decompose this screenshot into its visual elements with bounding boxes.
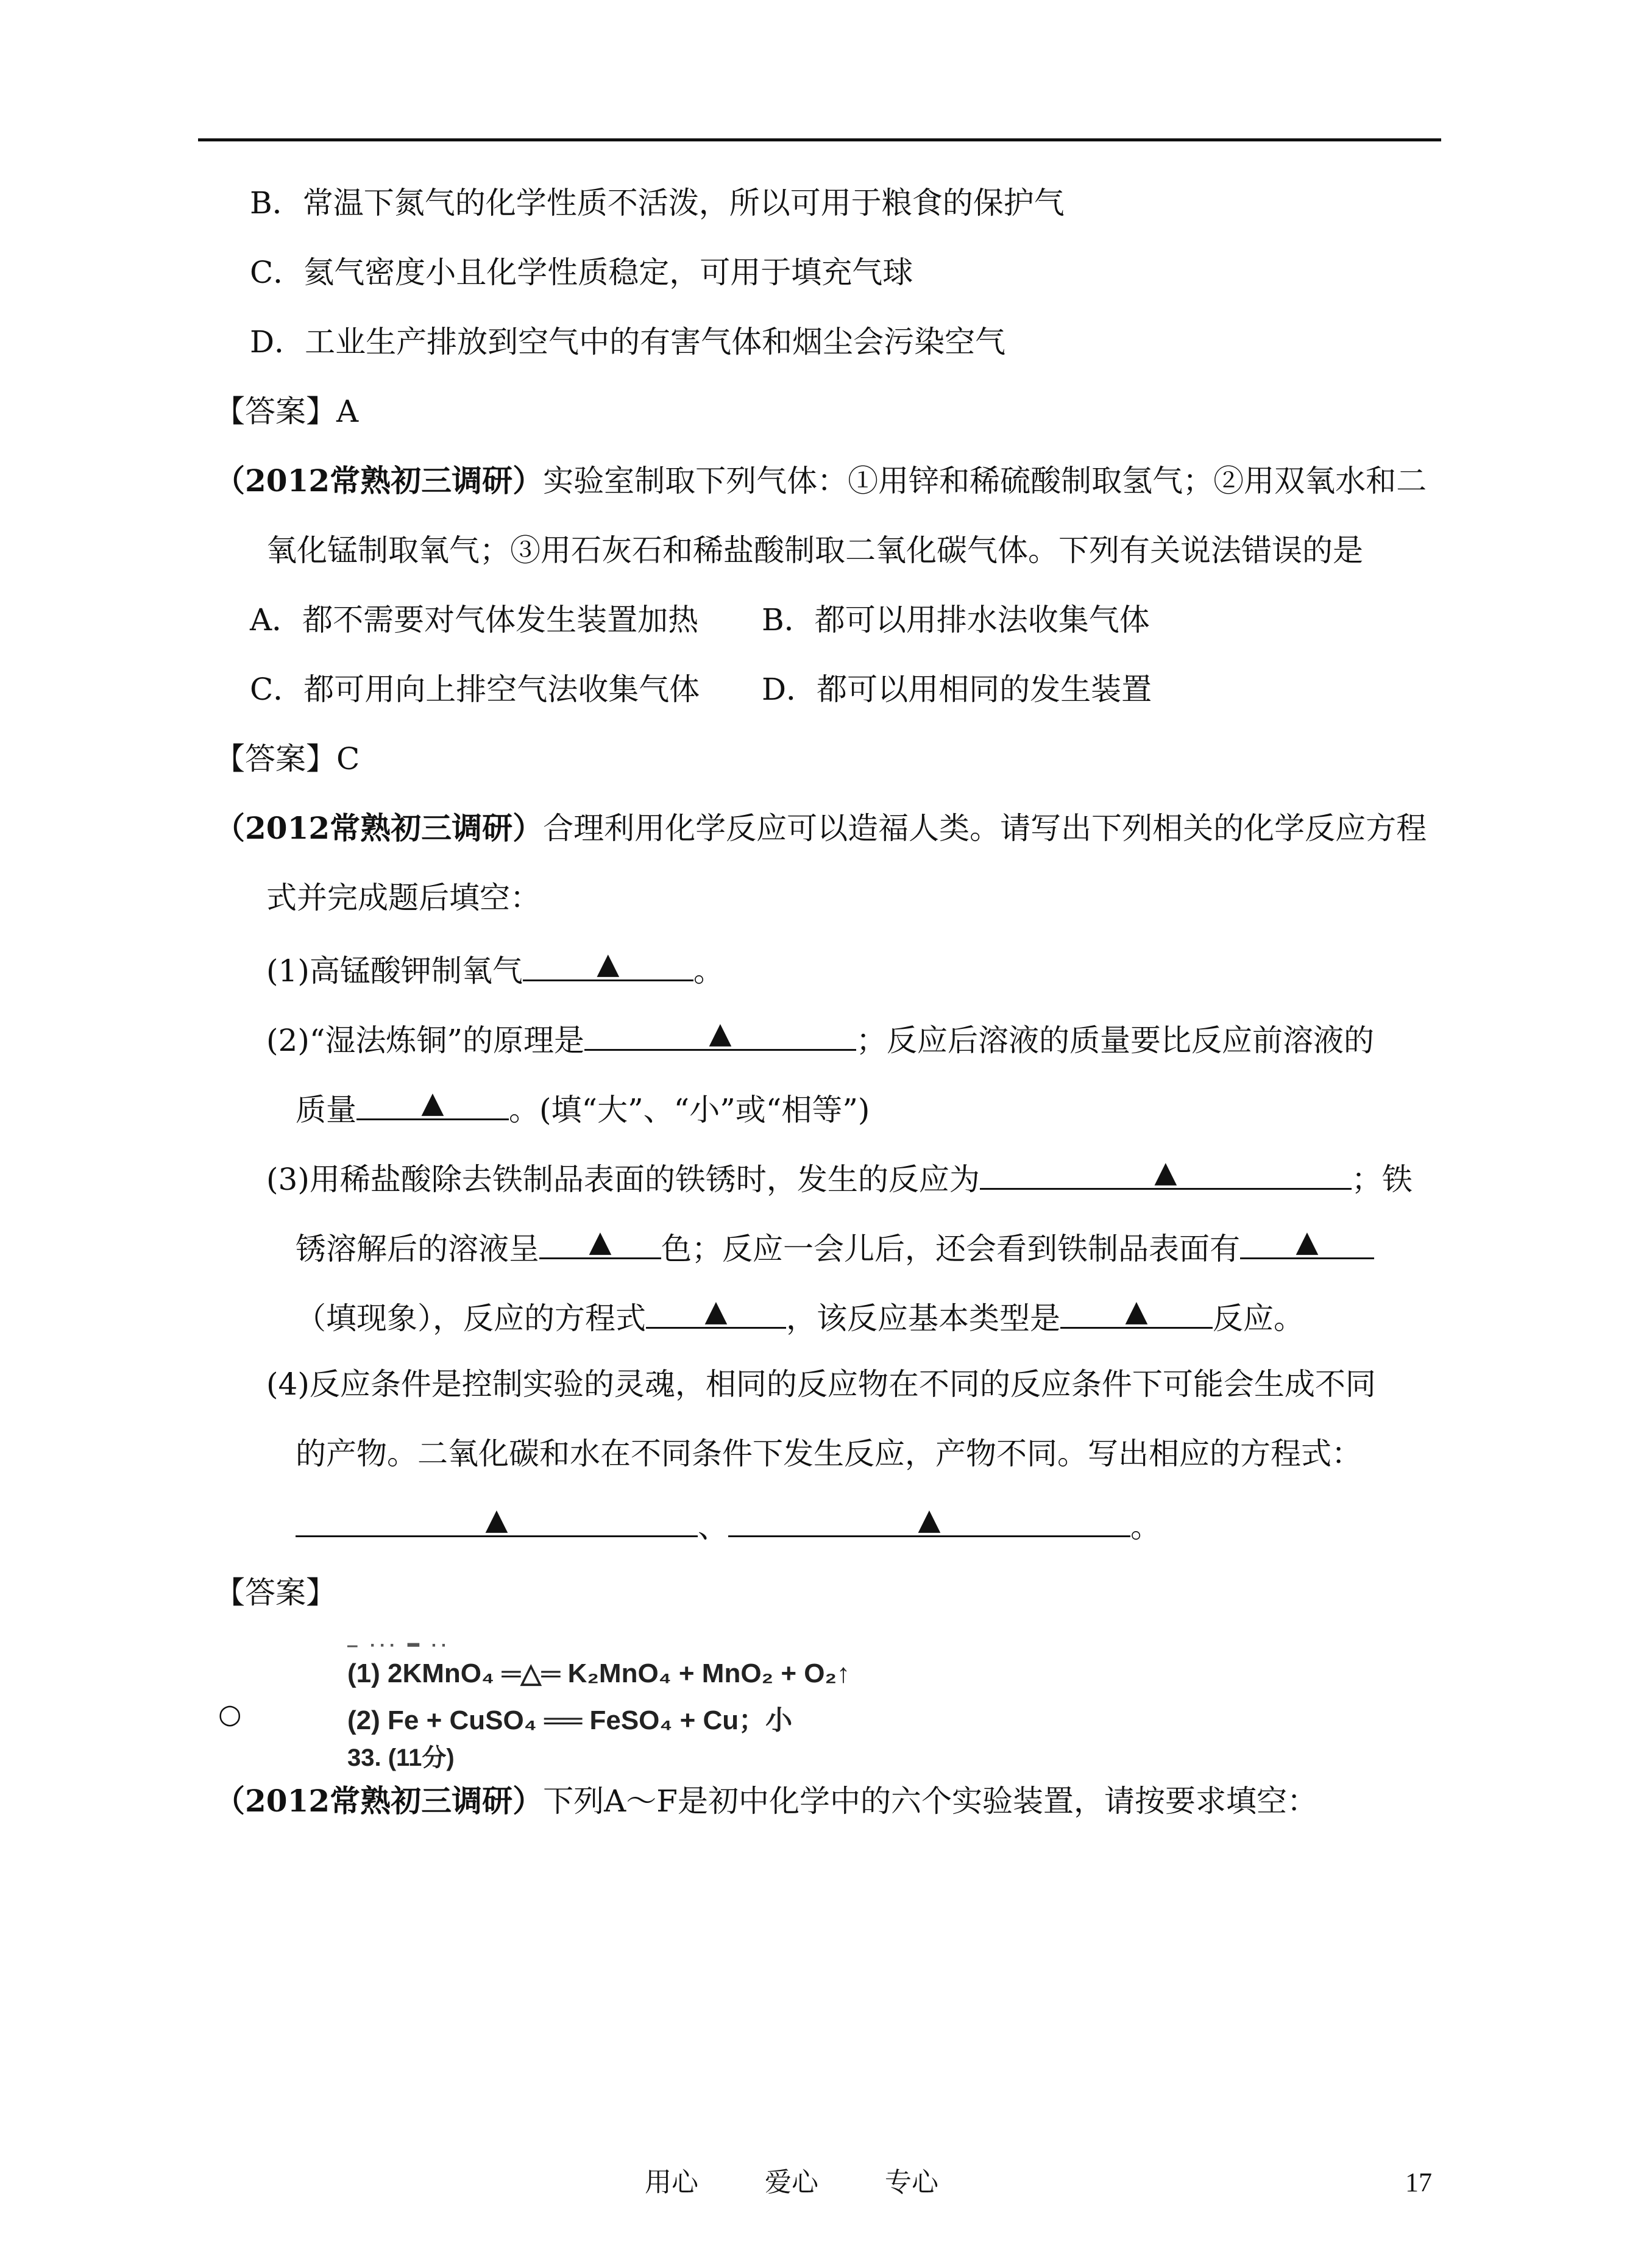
part-3-line-2 <box>296 1227 1374 1267</box>
blank-triangle-icon: ▲ <box>1154 1155 1177 1189</box>
answer-blank[interactable] <box>539 1227 661 1259</box>
part-3-text-f: ，该反应基本类型是 <box>786 1301 1060 1336</box>
option-b: B．常温下氮气的化学性质不活泼，所以可用于粮食的保护气 <box>250 185 1065 221</box>
part-4-separator: 、 <box>698 1509 728 1545</box>
part-2-text-d: 。(填“大”、“小”或“相等”) <box>509 1092 870 1128</box>
part-1-text: (1)高锰酸钾制氧气 <box>266 953 523 989</box>
blank-triangle-icon: ▲ <box>589 1225 612 1259</box>
part-2-text: (2)“湿法炼铜”的原理是 <box>266 1023 584 1058</box>
answer-2: 【答案】C <box>214 741 360 777</box>
blank-triangle-icon: ▲ <box>597 947 620 981</box>
part-3-text-d: 色；反应一会儿后，还会看到铁制品表面有 <box>661 1231 1240 1267</box>
question-2-option-a: A．都不需要对气体发生装置加热 <box>250 602 699 638</box>
answer-blank[interactable] <box>1240 1227 1374 1259</box>
question-2-line-1 <box>214 463 1427 499</box>
part-1-end: 。 <box>693 953 724 989</box>
footer-item-2: 爱心 <box>765 2167 818 2198</box>
question-3-line-1 <box>214 810 1427 847</box>
question-2-source: （2012常熟初三调研） <box>214 463 544 499</box>
answer-equation-image <box>347 1635 851 1771</box>
blank-triangle-icon: ▲ <box>918 1502 941 1537</box>
part-4-line-2: 的产物。二氧化碳和水在不同条件下发生反应，产物不同。写出相应的方程式： <box>296 1436 1362 1471</box>
page-number: 17 <box>1405 2167 1432 2197</box>
answer-circle: ○ <box>218 1699 242 1730</box>
header-rule <box>198 138 1441 141</box>
option-d: D．工业生产排放到空气中的有害气体和烟尘会污染空气 <box>250 324 1006 360</box>
part-2-text-b: ；反应后溶液的质量要比反应前溶液的 <box>856 1023 1374 1058</box>
blank-triangle-icon: ▲ <box>421 1086 444 1120</box>
answer-3-label: 【答案】 <box>214 1575 336 1610</box>
equation-3-cut: 33. (11分) <box>347 1744 455 1771</box>
blank-triangle-icon: ▲ <box>1296 1225 1319 1259</box>
footer-item-1: 用心 <box>645 2167 698 2198</box>
part-3-line-3 <box>296 1296 1304 1337</box>
equation-1: (1) 2KMnO₄ ═△═ K₂MnO₄ + MnO₂ + O₂↑ <box>347 1658 851 1688</box>
question-3-stem-1: 合理利用化学反应可以造福人类。请写出下列相关的化学反应方程 <box>543 811 1427 846</box>
blank-triangle-icon: ▲ <box>704 1294 728 1328</box>
answer-blank[interactable] <box>980 1157 1352 1190</box>
question-4-stem: 下列A～F是初中化学中的六个实验装置，请按要求填空： <box>543 1783 1317 1819</box>
answer-blank[interactable] <box>356 1088 509 1120</box>
part-3-text: (3)用稀盐酸除去铁制品表面的铁锈时，发生的反应为 <box>266 1162 980 1197</box>
part-4-line-1: (4)反应条件是控制实验的灵魂，相同的反应物在不同的反应条件下可能会生成不同 <box>266 1367 1376 1402</box>
equation-2: (2) Fe + CuSO₄ ══ FeSO₄ + Cu；小 <box>347 1705 793 1735</box>
part-1 <box>266 949 724 989</box>
part-2-line-1 <box>266 1018 1374 1059</box>
part-4-end: 。 <box>1130 1509 1161 1545</box>
answer-blank[interactable] <box>728 1502 1130 1537</box>
blank-triangle-icon: ▲ <box>1125 1294 1148 1328</box>
question-4-line-1 <box>214 1783 1317 1819</box>
part-3-text-b: ；铁 <box>1351 1162 1413 1197</box>
option-c: C．氦气密度小且化学性质稳定，可用于填充气球 <box>250 255 913 290</box>
answer-blank[interactable] <box>584 1018 856 1051</box>
answer-blank[interactable] <box>296 1502 698 1537</box>
question-2-option-c: C．都可用向上排空气法收集气体 <box>250 672 700 707</box>
question-2-stem-2: 氧化锰制取氧气；③用石灰石和稀盐酸制取二氧化碳气体。下列有关说法错误的是 <box>266 533 1363 568</box>
part-3-text-c: 锈溶解后的溶液呈 <box>296 1231 539 1267</box>
answer-blank[interactable] <box>1060 1296 1213 1329</box>
question-2-option-d: D．都可以用相同的发生装置 <box>762 672 1152 707</box>
answer-1: 【答案】A <box>214 394 359 429</box>
blank-triangle-icon: ▲ <box>709 1016 732 1050</box>
equation-fragment-top: ‒ ··· ━ ·· <box>347 1635 451 1655</box>
part-3-line-1 <box>266 1157 1413 1198</box>
part-3-text-e: （填现象），反应的方程式 <box>296 1301 646 1336</box>
part-2-text-c: 质量 <box>296 1092 356 1128</box>
footer-item-3: 专心 <box>885 2167 938 2198</box>
answer-blank[interactable] <box>646 1296 786 1329</box>
question-3-stem-2: 式并完成题后填空： <box>266 880 541 915</box>
part-2-line-2 <box>296 1088 870 1128</box>
part-3-text-g: 反应。 <box>1213 1301 1304 1336</box>
answer-blank[interactable] <box>523 949 693 981</box>
question-4-source: （2012常熟初三调研） <box>214 1783 544 1819</box>
question-2-stem-1: 实验室制取下列气体：①用锌和稀硫酸制取氢气；②用双氧水和二 <box>543 463 1427 499</box>
question-3-source: （2012常熟初三调研） <box>214 810 544 846</box>
part-4-line-3 <box>296 1502 1161 1545</box>
question-2-option-b: B．都可以用排水法收集气体 <box>762 602 1150 638</box>
blank-triangle-icon: ▲ <box>485 1502 508 1537</box>
